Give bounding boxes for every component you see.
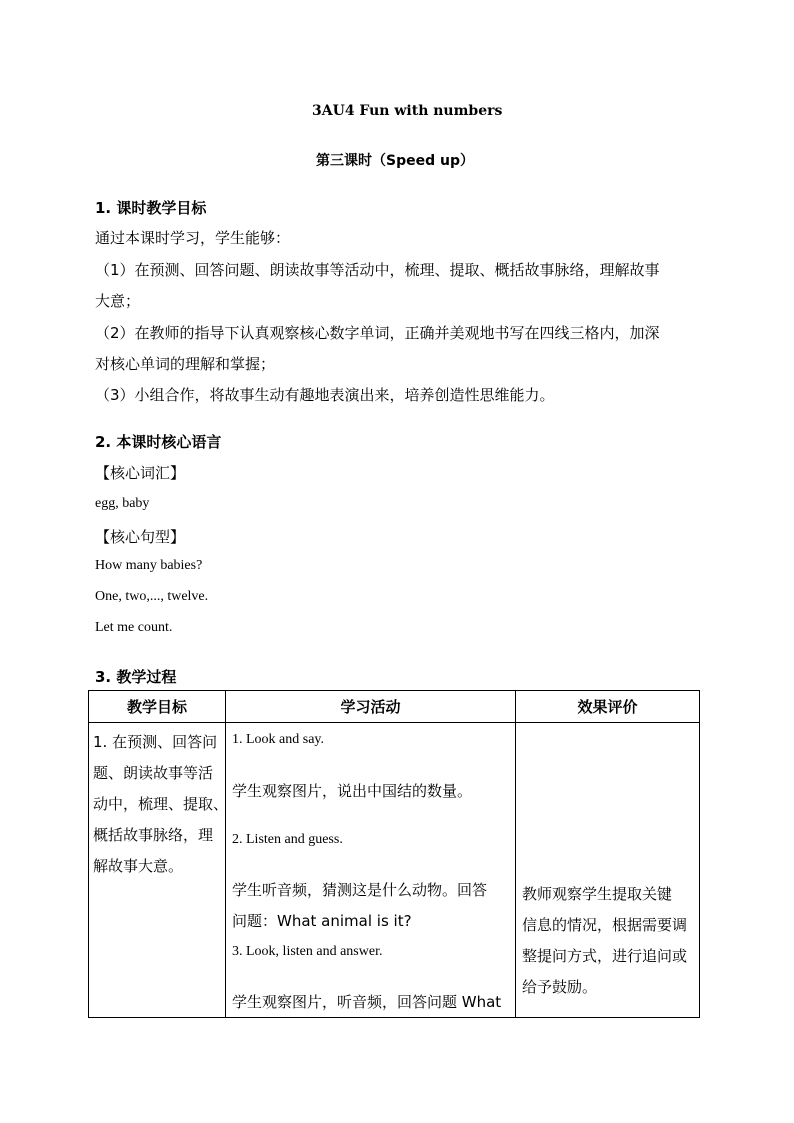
header-evaluation: 效果评价: [516, 691, 700, 723]
evaluation-line: 信息的情况，根据需要调: [522, 916, 688, 934]
header-activities: 学习活动: [226, 691, 516, 723]
activity-line: 问题：What animal is it?: [232, 912, 412, 930]
activity-cell: [226, 723, 516, 1018]
evaluation-line: 整提问方式，进行追问或: [522, 947, 688, 965]
goal-cell-line: 动中，梳理、提取、: [93, 795, 229, 813]
goal-line-2: 大意；: [95, 292, 141, 310]
goal-line-1: （1）在预测、回答问题、朗读故事等活动中，梳理、提取、概括故事脉络，理解故事: [95, 261, 660, 279]
section3-heading: 3. 教学过程: [95, 668, 177, 686]
vocab-words: egg, baby: [95, 496, 150, 511]
document-subtitle: 第三课时（Speed up）: [316, 153, 474, 169]
goal-line-4: 对核心单词的理解和掌握；: [95, 355, 276, 373]
goal-cell-line: 题、朗读故事等活: [93, 764, 214, 782]
activity-line: 1. Look and say.: [232, 732, 325, 747]
section2-heading: 2. 本课时核心语言: [95, 433, 222, 451]
vocab-label: 【核心词汇】: [95, 464, 186, 482]
evaluation-line: 教师观察学生提取关键: [522, 885, 673, 903]
activity-line: 学生观察图片，听音频，回答问题 What: [232, 993, 502, 1011]
section1-heading: 1. 课时教学目标: [95, 199, 207, 217]
evaluation-line: 给予鼓励。: [522, 978, 598, 996]
table-header-row: [89, 691, 700, 723]
pattern-3: Let me count.: [95, 620, 173, 635]
activity-line: 学生听音频，猜测这是什么动物。回答: [232, 881, 488, 899]
goal-line-3: （2）在教师的指导下认真观察核心数字单词，正确并美观地书写在四线三格内，加深: [95, 324, 660, 342]
pattern-1: How many babies?: [95, 558, 203, 573]
pattern-2: One, two,..., twelve.: [95, 589, 209, 604]
pattern-label: 【核心句型】: [95, 528, 186, 546]
activity-line: 2. Listen and guess.: [232, 832, 343, 847]
goal-cell-line: 概括故事脉络，理: [93, 826, 214, 844]
activity-line: 学生观察图片，说出中国结的数量。: [232, 782, 473, 800]
goal-cell-line: 1. 在预测、回答问: [93, 733, 218, 751]
goal-cell: [89, 723, 229, 1018]
goal-cell-line: 解故事大意。: [93, 857, 184, 875]
table-row: [89, 723, 700, 1018]
teaching-process-table: [88, 690, 700, 1018]
header-goals: 教学目标: [89, 691, 226, 723]
activity-line: 3. Look, listen and answer.: [232, 944, 383, 959]
document-title: 3AU4 Fun with numbers: [312, 103, 503, 119]
section1-intro: 通过本课时学习，学生能够：: [95, 229, 291, 247]
evaluation-cell: [516, 723, 700, 1018]
goal-line-5: （3）小组合作，将故事生动有趣地表演出来，培养创造性思维能力。: [95, 386, 555, 404]
